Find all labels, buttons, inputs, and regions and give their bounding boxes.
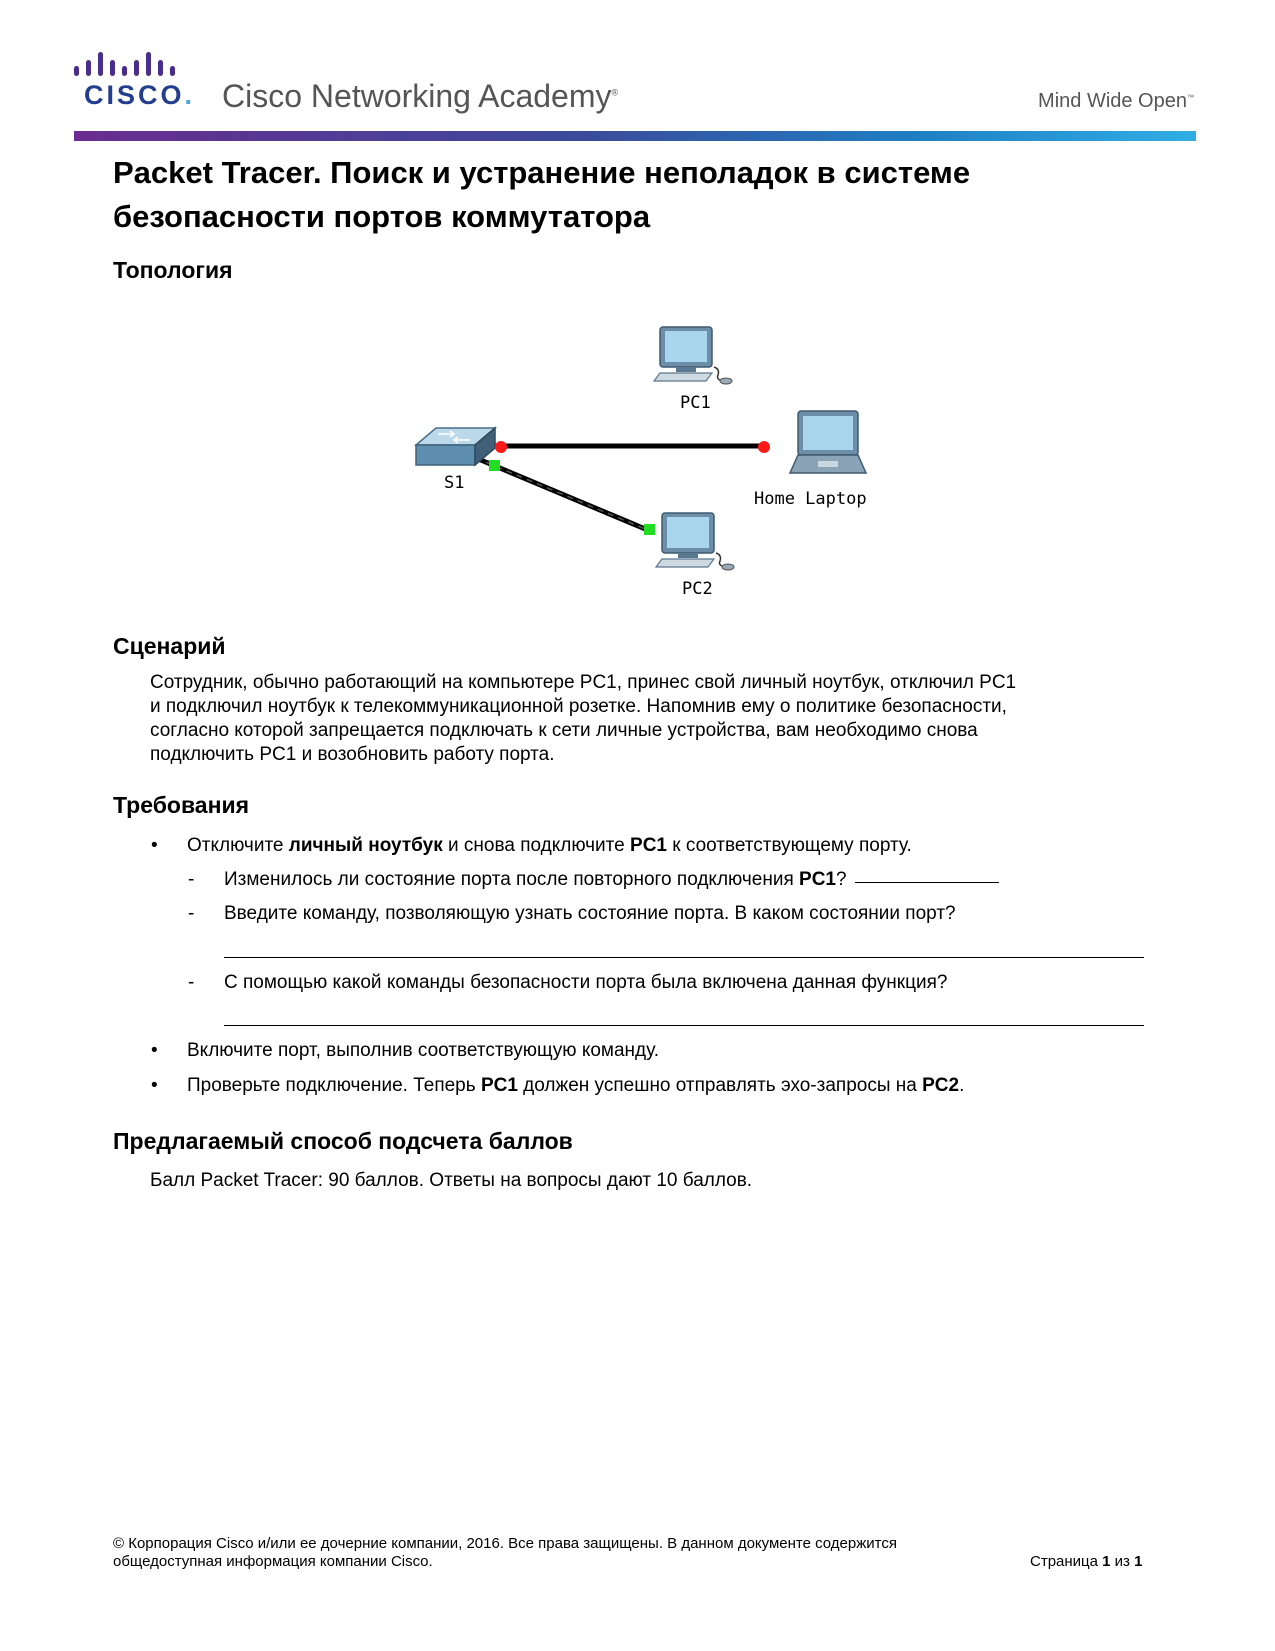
section-topology: Топология xyxy=(113,257,233,283)
answer-blank-1[interactable] xyxy=(855,882,999,883)
tagline: Mind Wide Open™ xyxy=(1038,90,1194,112)
requirement-bullet-1: • Отключите личный ноутбук и снова подключите PC1 к соответствующему порту. xyxy=(151,835,912,856)
question-3: - С помощью какой команды безопасности порта была включена данная функция? xyxy=(188,972,948,993)
cisco-logo-text: CISCO. xyxy=(84,80,196,110)
answer-line-2[interactable] xyxy=(224,957,1144,958)
section-scenario: Сценарий xyxy=(113,633,226,659)
header-gradient-bar xyxy=(74,131,1196,141)
link-s1-pc2 xyxy=(476,458,650,531)
footer-copyright: © Корпорация Cisco и/или ее дочерние компании, 2016. Все права защищены. В данном документе содержится общедоступная информация компании Cisco. xyxy=(113,1535,897,1570)
scenario-text: Сотрудник, обычно работающий на компьютере PC1, принес свой личный ноутбук, отключил PC1 и подключил ноутбук к телекоммуникационной розетке. Напомнив ему о политике безопасности, согласно которой запрещается подключать к сети личные устройства, вам необходимо снова подключить PC1 и возобновить работу порта. xyxy=(150,672,1017,765)
cisco-logo-icon xyxy=(74,48,186,82)
requirement-bullet-2: • Включите порт, выполнив соответствующую команду. xyxy=(151,1040,659,1061)
port-light-s1-laptop xyxy=(495,441,507,453)
label-s1: S1 xyxy=(444,473,465,493)
label-pc1: PC1 xyxy=(680,393,711,413)
topology-diagram xyxy=(0,320,1275,600)
label-home-laptop: Home Laptop xyxy=(754,489,867,509)
port-light-s1-pc2 xyxy=(489,460,500,471)
page-header xyxy=(74,44,1194,144)
port-light-pc2 xyxy=(644,524,655,535)
pc2-icon xyxy=(656,513,734,570)
pc1-icon xyxy=(654,327,732,384)
question-1: - Изменилось ли состояние порта после повторного подключения PC1? xyxy=(224,868,999,892)
question-2: - Введите команду, позволяющую узнать состояние порта. В каком состоянии порт? xyxy=(188,903,956,924)
footer-page-number: Страница 1 из 1 xyxy=(1030,1553,1143,1570)
scoring-text: Балл Packet Tracer: 90 баллов. Ответы на вопросы дают 10 баллов. xyxy=(150,1170,753,1191)
requirement-bullet-3: • Проверьте подключение. Теперь PC1 должен успешно отправлять эхо-запросы на PC2. xyxy=(151,1075,965,1096)
port-light-laptop xyxy=(758,441,770,453)
document-title: Packet Tracer. Поиск и устранение неполадок в системе безопасности портов коммутатора xyxy=(113,155,971,234)
label-pc2: PC2 xyxy=(682,579,713,599)
academy-title: Cisco Networking Academy® xyxy=(222,78,619,114)
section-requirements: Требования xyxy=(113,792,250,818)
section-scoring: Предлагаемый способ подсчета баллов xyxy=(113,1128,573,1154)
answer-line-3[interactable] xyxy=(224,1025,1144,1026)
laptop-icon xyxy=(790,411,866,473)
